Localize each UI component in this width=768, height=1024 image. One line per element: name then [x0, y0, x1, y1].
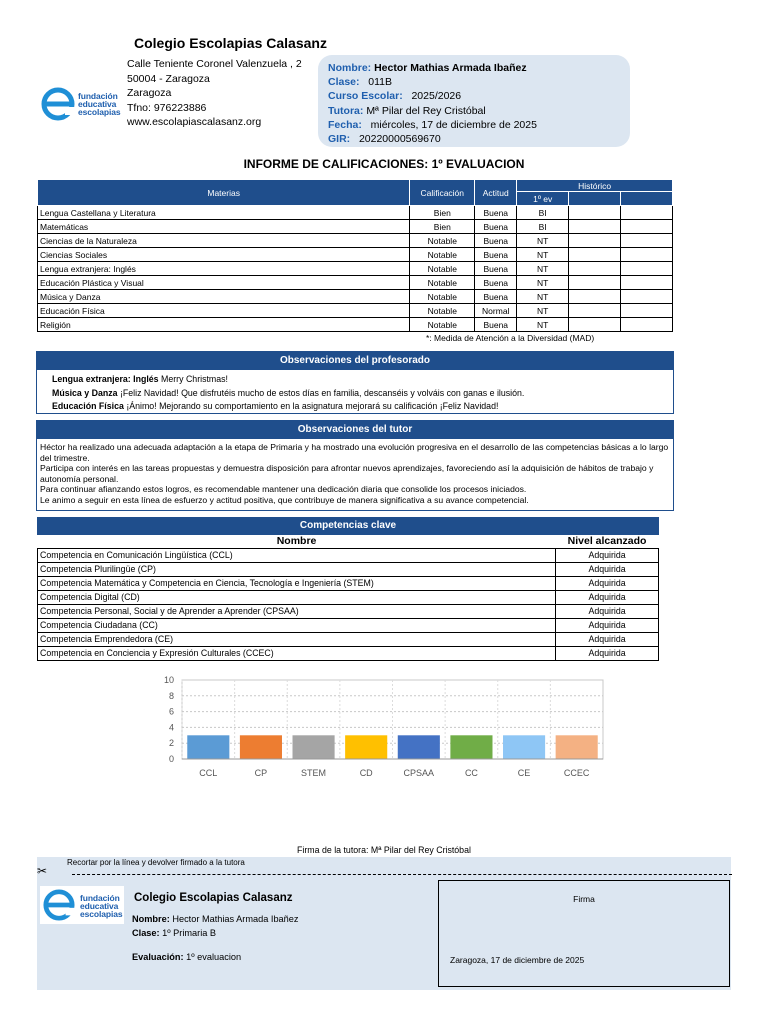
grade-subject: Educación Plástica y Visual — [38, 276, 410, 290]
grade-subject: Música y Danza — [38, 290, 410, 304]
grade-history-1ev: NT — [517, 234, 569, 248]
chart-ytick-label: 2 — [168, 738, 174, 749]
gir-number: 20220000569670 — [358, 133, 441, 146]
address-line: 50004 - Zaragoza — [127, 72, 210, 85]
grades-table — [37, 179, 673, 332]
chart-xtick-label: STEM — [301, 768, 327, 778]
col-level: Nivel alcanzado — [556, 535, 659, 548]
grade-history-1ev: BI — [517, 220, 569, 234]
grade-value: Notable — [410, 262, 475, 276]
logo-text-3: escolapias — [80, 909, 123, 919]
tutor-observations-text: Héctor ha realizado una adecuada adaptación a la etapa de Primaria y ha mostrado una evolución progresiva en el desarrollo de las competencias básicas a lo largo del trimestre. Participa con interés en las tareas propuestas y demuestra disposición para afrontar nuevos aprendizajes, favoreciendo así la adquisición de hábitos de trabajo y autonomía personal. Para continuar afianzando estos logros, es recomendable mantener una dedicación diaria que consolide los procesos iniciados. Le animo a seguir en esta línea de esfuerzo y actitud positiva, que contribuye de manera significativa a su avance competencial. — [40, 442, 669, 505]
grade-subject: Lengua Castellana y Literatura — [38, 206, 410, 220]
competency-level: Adquirida — [556, 618, 659, 632]
observation-text: ¡Feliz Navidad! Que disfrutéis mucho de estos días en familia, descanséis y volváis con ganas e ilusión. — [117, 387, 525, 398]
observation-text: ¡Ánimo! Mejorando su comportamiento en la asignatura mejorará su calificación ¡Feliz Navidad! — [123, 401, 499, 411]
grade-row — [38, 290, 673, 304]
scissors-icon: ✂ — [37, 864, 48, 878]
chart-bar-cpsaa — [398, 735, 440, 759]
tutor-observations — [36, 420, 674, 511]
col-history-2ev — [569, 192, 621, 206]
col-attitude: Actitud — [475, 180, 517, 206]
tutor-label: Tutora: — [328, 104, 364, 117]
competency-row — [38, 646, 659, 660]
competency-name: Competencia Matemática y Competencia en Ciencia, Tecnología e Ingeniería (STEM) — [38, 576, 556, 590]
grade-value: Notable — [410, 248, 475, 262]
grade-history-3ev — [621, 220, 673, 234]
grade-history-3ev — [621, 248, 673, 262]
class-label: Clase: — [328, 76, 360, 89]
competencies-section — [37, 517, 659, 661]
school-logo — [41, 87, 120, 121]
website-link[interactable]: www.escolapiascalasanz.org — [127, 116, 262, 128]
grade-subject: Religión — [38, 318, 410, 332]
chart-bar-cp — [240, 735, 282, 759]
chart-ytick-label: 8 — [168, 690, 174, 701]
grade-history-3ev — [621, 290, 673, 304]
competency-level: Adquirida — [556, 576, 659, 590]
grade-history-2ev — [569, 262, 621, 276]
competency-name: Competencia Personal, Social y de Aprender a Aprender (CPSAA) — [38, 604, 556, 618]
grade-attitude: Buena — [475, 262, 517, 276]
col-history-3ev — [621, 192, 673, 206]
teacher-observation — [37, 387, 673, 401]
grade-history-3ev — [621, 262, 673, 276]
footer-evaluation — [132, 952, 241, 962]
col-competency-name: Nombre — [38, 535, 556, 548]
logo-e-icon — [43, 889, 77, 923]
grade-history-2ev — [569, 248, 621, 262]
mad-note: *: Medida de Atención a la Diversidad (MAD) — [426, 333, 595, 343]
footer-student-info — [132, 912, 298, 940]
competency-level: Adquirida — [556, 604, 659, 618]
signature-date: Zaragoza, 17 de diciembre de 2025 — [450, 955, 585, 965]
competency-name: Competencia Digital (CD) — [38, 590, 556, 604]
grade-attitude: Buena — [475, 318, 517, 332]
footer-class-label: Clase: — [132, 928, 160, 938]
grade-subject: Ciencias Sociales — [38, 248, 410, 262]
grade-value: Notable — [410, 318, 475, 332]
chart-ytick-label: 6 — [168, 706, 174, 717]
chart-bar-ce — [503, 735, 545, 759]
signature-label: Firma — [573, 894, 595, 904]
competency-name: Competencia en Conciencia y Expresión Culturales (CCEC) — [38, 646, 556, 660]
chart-bar-cc — [450, 735, 492, 759]
competency-row — [38, 576, 659, 590]
cut-line — [72, 874, 732, 875]
grade-history-1ev: NT — [517, 262, 569, 276]
footer-name-label: Nombre: — [132, 914, 170, 924]
address-line: Zaragoza — [127, 87, 172, 99]
grade-row — [38, 318, 673, 332]
chart-xtick-label: CP — [254, 768, 268, 778]
grade-subject: Ciencias de la Naturaleza — [38, 234, 410, 248]
logo-e-icon — [41, 87, 75, 121]
grade-history-2ev — [569, 304, 621, 318]
footer-student-name: Hector Mathias Armada Ibañez — [172, 914, 299, 924]
grade-history-2ev — [569, 290, 621, 304]
grade-row — [38, 206, 673, 220]
grade-history-3ev — [621, 276, 673, 290]
grade-history-3ev — [621, 234, 673, 248]
student-info — [328, 61, 537, 146]
tutor-observations-title: Observaciones del tutor — [37, 421, 673, 439]
teacher-observation — [37, 400, 673, 414]
competency-row — [38, 590, 659, 604]
grade-value: Bien — [410, 206, 475, 220]
chart-xtick-label: CPSAA — [403, 768, 435, 778]
grade-history-1ev: NT — [517, 304, 569, 318]
grade-history-3ev — [621, 304, 673, 318]
logo-text-3: escolapias — [78, 107, 121, 117]
teacher-observation — [37, 373, 673, 387]
grade-history-2ev — [569, 234, 621, 248]
logo-text-1: fundación — [80, 893, 120, 903]
grade-attitude: Buena — [475, 220, 517, 234]
cut-instructions: Recortar por la línea y devolver firmado a la tutora — [67, 858, 245, 867]
grade-row — [38, 234, 673, 248]
grade-attitude: Buena — [475, 290, 517, 304]
grade-subject: Lengua extranjera: Inglés — [38, 262, 410, 276]
teacher-observations-title: Observaciones del profesorado — [37, 352, 673, 370]
student-name: Hector Mathias Armada Ibañez — [374, 62, 527, 74]
footer-logo — [43, 889, 122, 923]
grade-value: Bien — [410, 220, 475, 234]
gir-label: GIR: — [328, 133, 351, 146]
school-address — [127, 57, 302, 130]
grade-history-2ev — [569, 318, 621, 332]
footer-eval-label: Evaluación: — [132, 952, 184, 962]
grade-history-1ev: NT — [517, 290, 569, 304]
chart-ytick-label: 0 — [168, 754, 174, 764]
teacher-observations — [36, 351, 674, 414]
grade-history-2ev — [569, 206, 621, 220]
observation-subject: Música y Danza — [52, 387, 118, 398]
competency-level: Adquirida — [556, 632, 659, 646]
grade-history-2ev — [569, 220, 621, 234]
grade-history-3ev — [621, 318, 673, 332]
competency-row — [38, 604, 659, 618]
name-label: Nombre: — [328, 62, 372, 74]
chart-bar-cd — [345, 735, 387, 759]
grade-subject: Matemáticas — [38, 220, 410, 234]
competency-level: Adquirida — [556, 590, 659, 604]
grade-attitude: Buena — [475, 206, 517, 220]
grade-value: Notable — [410, 276, 475, 290]
grade-history-1ev: NT — [517, 248, 569, 262]
grade-history-3ev — [621, 206, 673, 220]
chart-xtick-label: CC — [464, 768, 478, 778]
grade-history-2ev — [569, 276, 621, 290]
competency-row — [38, 562, 659, 576]
competency-name: Competencia en Comunicación Lingüística (CCL) — [38, 548, 556, 562]
competency-name: Competencia Plurilingüe (CP) — [38, 562, 556, 576]
competency-name: Competencia Ciudadana (CC) — [38, 618, 556, 632]
competencies-table — [37, 535, 659, 661]
competency-level: Adquirida — [556, 562, 659, 576]
report-date: miércoles, 17 de diciembre de 2025 — [370, 118, 537, 131]
tutor-name: Mª Pilar del Rey Cristóbal — [366, 104, 486, 117]
observation-text: Merry Christmas! — [158, 374, 228, 384]
competencies-title: Competencias clave — [37, 517, 659, 535]
date-label: Fecha: — [328, 118, 362, 131]
col-history-1ev: 1º ev — [517, 192, 569, 206]
chart-bar-stem — [293, 735, 335, 759]
chart-bar-ccec — [556, 735, 598, 759]
chart-xtick-label: CD — [359, 768, 373, 778]
logo-text-2: educativa — [80, 901, 119, 911]
footer-class: 1º Primaria B — [162, 928, 217, 938]
student-class: 011B — [368, 76, 393, 89]
grade-value: Notable — [410, 304, 475, 318]
chart-xtick-label: CE — [517, 768, 531, 778]
chart-xtick-label: CCEC — [563, 768, 590, 778]
chart-xtick-label: CCL — [199, 768, 218, 778]
grade-attitude: Normal — [475, 304, 517, 318]
year-label: Curso Escolar: — [328, 90, 403, 103]
grade-row — [38, 220, 673, 234]
grade-value: Notable — [410, 290, 475, 304]
footer-eval-value: 1º evaluacion — [186, 952, 242, 962]
school-year: 2025/2026 — [411, 90, 462, 103]
competency-level: Adquirida — [556, 646, 659, 660]
address-line: Calle Teniente Coronel Valenzuela , 2 — [127, 58, 302, 70]
grade-subject: Educación Física — [38, 304, 410, 318]
col-history: Histórico — [517, 180, 673, 192]
school-title: Colegio Escolapias Calasanz — [134, 35, 327, 51]
competency-row — [38, 632, 659, 646]
logo-text-2: educativa — [78, 99, 117, 109]
grade-value: Notable — [410, 234, 475, 248]
competency-name: Competencia Emprendedora (CE) — [38, 632, 556, 646]
competency-level: Adquirida — [556, 548, 659, 562]
address-line: Tfno: 976223886 — [127, 101, 207, 114]
col-grade: Calificación — [410, 180, 475, 206]
report-title: INFORME DE CALIFICACIONES: 1º EVALUACION — [243, 157, 525, 171]
grade-row — [38, 304, 673, 318]
competency-row — [38, 548, 659, 562]
observation-subject: Educación Física — [52, 401, 124, 411]
grade-history-1ev: BI — [517, 206, 569, 220]
footer-school-name: Colegio Escolapias Calasanz — [134, 892, 293, 904]
grade-attitude: Buena — [475, 248, 517, 262]
logo-text-1: fundación — [78, 91, 118, 101]
grade-history-1ev: NT — [517, 276, 569, 290]
competency-row — [38, 618, 659, 632]
grade-row — [38, 248, 673, 262]
chart-ytick-label: 4 — [168, 722, 174, 733]
grade-row — [38, 262, 673, 276]
col-subject: Materias — [38, 180, 410, 206]
chart-ytick-label: 10 — [163, 675, 174, 685]
grade-row — [38, 276, 673, 290]
grade-attitude: Buena — [475, 234, 517, 248]
grade-history-1ev: NT — [517, 318, 569, 332]
grade-attitude: Buena — [475, 276, 517, 290]
observation-subject: Lengua extranjera: Inglés — [52, 374, 159, 384]
chart-bar-ccl — [187, 735, 229, 759]
competencies-chart — [150, 672, 610, 784]
tutor-signature-line: Firma de la tutora: Mª Pilar del Rey Cristóbal — [297, 845, 471, 855]
